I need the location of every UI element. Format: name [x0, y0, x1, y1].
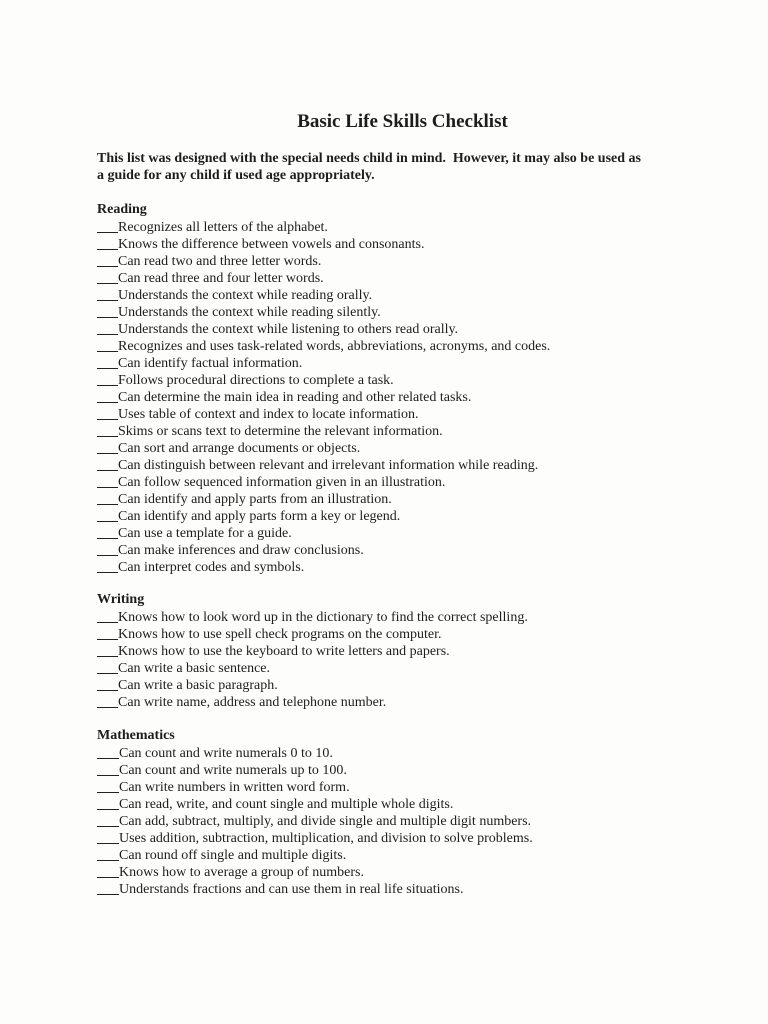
section-mathematics: [97, 727, 550, 897]
checklist-item-text: Can write name, address and telephone number.: [118, 695, 387, 710]
checkbox-blank-line: [97, 390, 118, 403]
checklist-item: [97, 625, 550, 642]
checklist-item-text: Can write a basic sentence.: [118, 661, 270, 676]
checklist-item: [97, 846, 550, 863]
checkbox-blank-line: [97, 373, 118, 386]
section-heading: Writing: [97, 592, 145, 607]
checkbox-blank-line: [97, 237, 118, 250]
checkbox-blank-line: [97, 322, 118, 335]
checklist-item-text: Can identify factual information.: [118, 355, 303, 371]
checkbox-blank-line: [97, 661, 118, 674]
checklist-item: [97, 778, 550, 795]
section-reading: [97, 201, 550, 575]
checklist-item: [97, 863, 550, 880]
checklist-item: [97, 252, 550, 269]
checklist-item: [97, 473, 550, 490]
checklist-item: [97, 337, 550, 354]
checkbox-blank-line: [97, 492, 118, 505]
checklist-item-text: Can identify and apply parts from an illustration.: [118, 491, 392, 507]
checklist-item: [97, 676, 550, 693]
checklist-item-text: Skims or scans text to determine the relevant information.: [118, 423, 443, 439]
checklist-item-text: Can interpret codes and symbols.: [118, 559, 305, 575]
checklist-item-text: Knows how to use the keyboard to write letters and papers.: [118, 644, 450, 659]
checklist-item-text: Understands the context while reading orally.: [118, 287, 373, 303]
checklist-item-text: Knows the difference between vowels and consonants.: [118, 236, 425, 252]
checklist-sections: [97, 201, 550, 897]
checklist-item-text: Can round off single and multiple digits.: [119, 847, 347, 863]
checklist-item: [97, 507, 550, 524]
checkbox-blank-line: [97, 865, 119, 878]
checkbox-blank-line: [97, 797, 119, 810]
intro-line: a guide for any child if used age appropriately.: [97, 167, 375, 183]
checklist-item-text: Knows how to use spell check programs on the computer.: [118, 627, 442, 642]
checkbox-blank-line: [97, 560, 118, 573]
checklist-item-text: Can write a basic paragraph.: [118, 678, 278, 693]
checklist-item-text: Can read two and three letter words.: [118, 253, 322, 269]
checkbox-blank-line: [97, 509, 118, 522]
checklist-item: [97, 642, 550, 659]
checkbox-blank-line: [97, 407, 118, 420]
checklist-item-text: Knows how to look word up in the dictionary to find the correct spelling.: [118, 610, 528, 625]
document-title: Basic Life Skills Checklist: [297, 111, 508, 132]
checklist-item: [97, 439, 550, 456]
checkbox-blank-line: [97, 814, 119, 827]
checklist-item-text: Can follow sequenced information given in an illustration.: [118, 474, 446, 490]
checklist-item: [97, 880, 550, 897]
checkbox-blank-line: [97, 475, 118, 488]
checklist-item-text: Can use a template for a guide.: [118, 525, 292, 541]
checklist-item-text: Can sort and arrange documents or objects.: [118, 440, 361, 456]
checklist-item: [97, 829, 550, 846]
checklist-item-text: Uses addition, subtraction, multiplication, and division to solve problems.: [119, 830, 533, 846]
checklist-item: [97, 558, 550, 575]
checklist-item: [97, 235, 550, 252]
checkbox-blank-line: [97, 763, 119, 776]
checklist-item-text: Knows how to average a group of numbers.: [119, 864, 364, 880]
checklist-item: [97, 354, 550, 371]
checklist-item-text: Can identify and apply parts form a key or legend.: [118, 508, 401, 524]
checklist-item: [97, 659, 550, 676]
checklist-item-text: Recognizes all letters of the alphabet.: [118, 219, 328, 235]
checkbox-blank-line: [97, 305, 118, 318]
checkbox-blank-line: [97, 695, 118, 708]
checklist-item: [97, 371, 550, 388]
section-heading: Mathematics: [97, 727, 175, 743]
checkbox-blank-line: [97, 271, 118, 284]
checklist-item-text: Recognizes and uses task-related words, abbreviations, acronyms, and codes.: [118, 338, 551, 354]
checklist-item: [97, 761, 550, 778]
checklist-item-text: Can read three and four letter words.: [118, 270, 324, 286]
checklist-item: [97, 795, 550, 812]
checklist-item: [97, 608, 550, 625]
checklist-item-text: Can read, write, and count single and multiple whole digits.: [119, 796, 454, 812]
checklist-item: [97, 744, 550, 761]
checkbox-blank-line: [97, 458, 118, 471]
checklist-item-text: Understands fractions and can use them in real life situations.: [119, 881, 464, 897]
checklist-item-text: Can count and write numerals up to 100.: [119, 762, 347, 778]
checkbox-blank-line: [97, 288, 118, 301]
checklist-item: [97, 541, 550, 558]
checkbox-blank-line: [97, 220, 118, 233]
checklist-item-text: Can add, subtract, multiply, and divide single and multiple digit numbers.: [119, 813, 532, 829]
intro-line: This list was designed with the special needs child in mind. However, it may also be used as: [97, 150, 641, 166]
checklist-item-text: Can distinguish between relevant and irrelevant information while reading.: [118, 457, 539, 473]
checklist-items: [97, 608, 550, 710]
checklist-item: [97, 320, 550, 337]
checkbox-blank-line: [97, 882, 119, 895]
checklist-item-text: Can determine the main idea in reading and other related tasks.: [118, 389, 472, 405]
checklist-items: [97, 218, 550, 575]
checkbox-blank-line: [97, 746, 119, 759]
checklist-item: [97, 812, 550, 829]
checkbox-blank-line: [97, 780, 119, 793]
checklist-item-text: Follows procedural directions to complete a task.: [118, 372, 394, 388]
checkbox-blank-line: [97, 339, 118, 352]
checklist-item: [97, 303, 550, 320]
checkbox-blank-line: [97, 441, 118, 454]
checklist-item-text: Uses table of context and index to locate information.: [118, 406, 419, 422]
checklist-item: [97, 490, 550, 507]
checkbox-blank-line: [97, 543, 118, 556]
checklist-item: [97, 218, 550, 235]
section-heading: Reading: [97, 201, 147, 217]
checklist-item-text: Can write numbers in written word form.: [119, 779, 350, 795]
checklist-item: [97, 524, 550, 541]
checklist-item: [97, 388, 550, 405]
checkbox-blank-line: [97, 254, 118, 267]
checkbox-blank-line: [97, 848, 119, 861]
checkbox-blank-line: [97, 644, 118, 657]
checkbox-blank-line: [97, 831, 119, 844]
checklist-item: [97, 286, 550, 303]
checklist-item-text: Understands the context while listening to others read orally.: [118, 321, 459, 337]
checkbox-blank-line: [97, 526, 118, 539]
checklist-item: [97, 422, 550, 439]
checkbox-blank-line: [97, 610, 118, 623]
section-writing: [97, 591, 550, 710]
checklist-item: [97, 269, 550, 286]
checklist-item: [97, 693, 550, 710]
checklist-item-text: Understands the context while reading silently.: [118, 304, 381, 320]
checkbox-blank-line: [97, 627, 118, 640]
checklist-item-text: Can count and write numerals 0 to 10.: [119, 745, 333, 761]
checklist-item-text: Can make inferences and draw conclusions.: [118, 542, 364, 558]
checklist-items: [97, 744, 550, 897]
intro-paragraph: [97, 150, 641, 184]
checkbox-blank-line: [97, 424, 118, 437]
checklist-item: [97, 405, 550, 422]
checklist-item: [97, 456, 550, 473]
checkbox-blank-line: [97, 678, 118, 691]
checkbox-blank-line: [97, 356, 118, 369]
